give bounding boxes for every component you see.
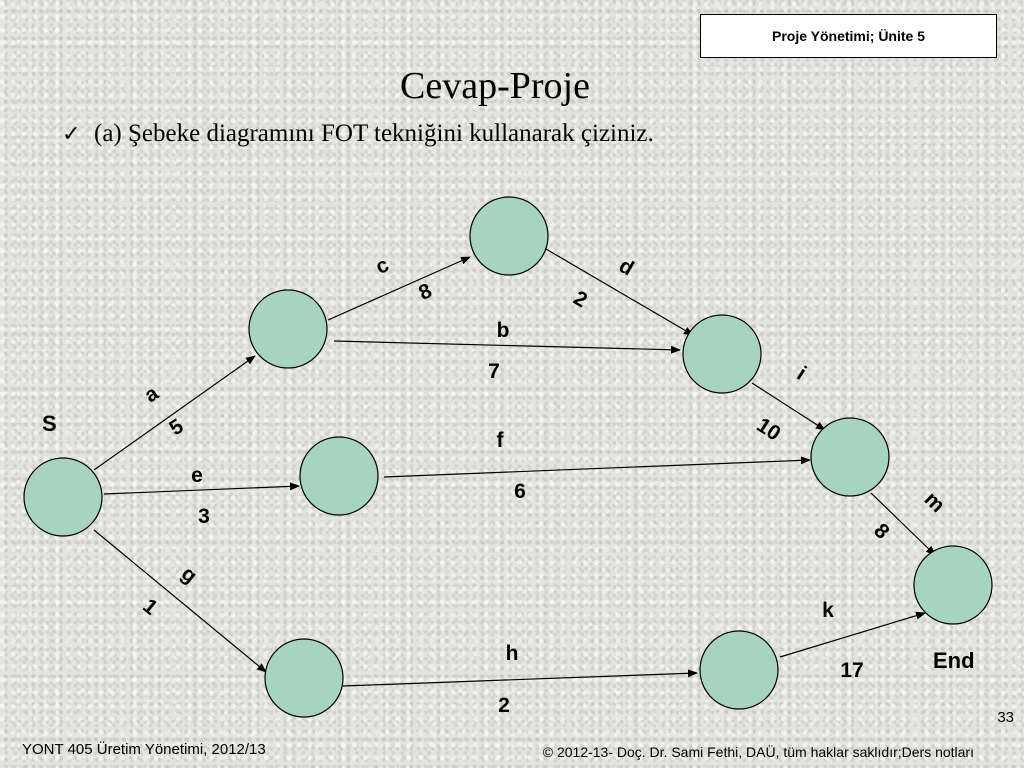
activity-a-name: a [140, 381, 163, 408]
checkmark-icon: ✓ [62, 121, 81, 146]
course-unit-header: Proje Yönetimi; Ünite 5 [700, 14, 997, 58]
end-label: End [933, 648, 975, 673]
activity-g-name: g [176, 561, 202, 588]
slide-title: Cevap-Proje [400, 65, 590, 107]
node-after-c [470, 197, 548, 275]
start-label: S [42, 411, 57, 436]
activity-e-name: e [191, 464, 203, 487]
node-after-e [300, 437, 378, 515]
activity-f-duration: 6 [514, 480, 526, 503]
activity-d-name: d [614, 254, 638, 281]
node-after-b-d [683, 315, 761, 393]
edge-e [104, 486, 299, 494]
activity-m-name: m [919, 487, 950, 518]
edge-g [94, 530, 266, 672]
activity-k-name: k [822, 599, 834, 622]
activity-f-name: f [496, 429, 504, 452]
node-after-f-i [811, 418, 889, 496]
node-after-g [265, 639, 343, 717]
activity-i-name: i [792, 362, 811, 385]
node-end [914, 546, 992, 624]
activity-b-name: b [496, 319, 510, 342]
edge-h [343, 673, 697, 686]
activity-d-duration: 2 [569, 286, 592, 313]
activity-c-name: c [372, 253, 393, 279]
activity-h-duration: 2 [498, 694, 510, 717]
footer-copyright: © 2012-13- Doç. Dr. Sami Fethi, DAÜ, tüm haklar saklıdır;Ders notları [542, 744, 974, 760]
activity-b-duration: 7 [488, 360, 500, 383]
activity-m-duration: 8 [869, 518, 894, 544]
activity-k-duration: 17 [840, 659, 864, 682]
edge-a [94, 356, 255, 470]
activity-a-duration: 5 [165, 414, 188, 441]
edge-b [334, 341, 680, 350]
activity-c-duration: 8 [415, 279, 436, 305]
page-number: 33 [997, 709, 1014, 726]
footer-course: YONT 405 Üretim Yönetimi, 2012/13 [22, 741, 266, 758]
edge-f [384, 460, 810, 477]
node-start [24, 458, 102, 536]
activity-g-duration: 1 [138, 594, 162, 620]
node-after-h [700, 631, 778, 709]
edge-d [546, 249, 693, 335]
node-after-a [249, 290, 327, 368]
edge-k [780, 613, 925, 657]
edge-c [328, 257, 470, 320]
activity-i-duration: 10 [752, 413, 785, 446]
activity-h-name: h [505, 642, 519, 665]
instruction-text: (a) Şebeke diagramını FOT tekniğini kullanarak çiziniz. [94, 120, 654, 147]
activity-e-duration: 3 [198, 505, 210, 528]
